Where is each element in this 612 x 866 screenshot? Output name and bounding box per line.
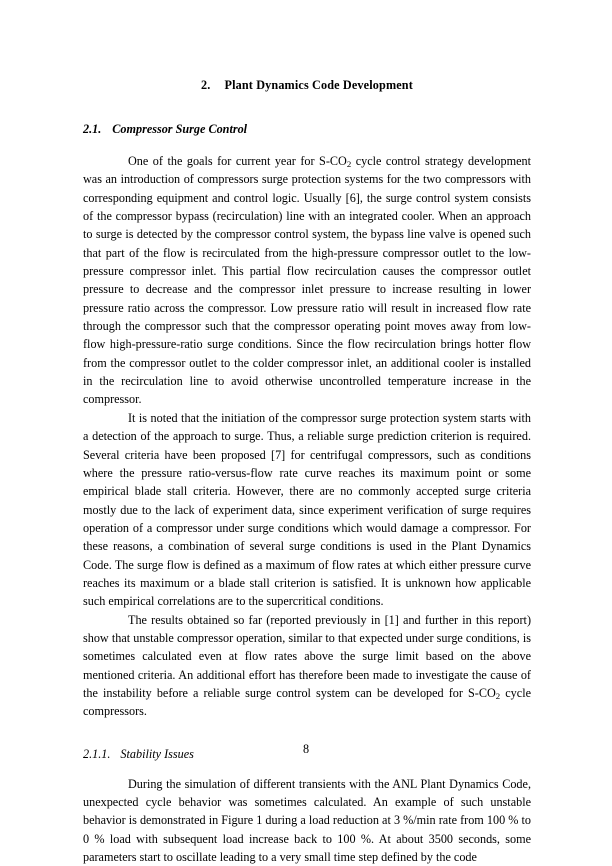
subsection-heading-number: 2.1.1. (83, 746, 111, 761)
paragraph-surge-protection-overview (83, 152, 531, 409)
paragraph-1-text-part-2: cycle control strategy development was an introduction of compressors surge protection systems for the two compressors with corresponding equipment and control logic. Usually [6], the surge control system consists of the compressor bypass (recirculation) line with an integrated cooler. When an approach to surge is detected by the compressor control system, the bypass line valve is opened such that part of the flow is recirculated from the high-pressure compressor outlet to the low-pressure compressor inlet. This partial flow recirculation causes the compressor outlet pressure to decrease and the compressor inlet pressure to increase resulting in lower pressure ratio across the compressor. Low pressure ratio will result in increased flow rate through the compressor such that the compressor operating point moves away from low-flow high-pressure-ratio surge conditions. Since the flow recirculation brings hotter flow from the compressor outlet to the colder compressor inlet, an additional cooler is installed in the recirculation line to avoid otherwise uncontrolled temperature increase in the compressor. (83, 154, 531, 407)
paragraph-stability-simulation: During the simulation of different transients with the ANL Plant Dynamics Code, unexpected cycle behavior was sometimes calculated. An example of such unstable behavior is demonstrated in Figure 1 during a load reduction at 3 %/min rate from 100 % to 0 % load with subsequent load increase back to 100 %. At about 3500 seconds, some parameters start to oscillate leading to a very small time step defined by the code (83, 776, 531, 865)
paragraph-3-text-part-1: The results obtained so far (reported previously in [1] and further in this report) show that unstable compressor operation, similar to that expected under surge conditions, is sometimes calculated even at flow rates above the surge limit based on the above mentioned criteria. An additional effort has therefore been made to investigate the cause of the instability before a reliable surge control system can be developed for S-CO (83, 612, 531, 700)
paragraph-3-text-part-2: cycle compressors. (83, 685, 531, 719)
paragraph-surge-prediction-criteria: It is noted that the initiation of the compressor surge protection system starts with a detection of the approach to surge. Thus, a reliable surge prediction criterion is required. Several criteria have been proposed [7] for centrifugal compressors, such as conditions where the pressure ratio-versus-flow rate curve reaches its maximum point or some empirical blade stall criteria. However, there are no commonly accepted surge criteria mostly due to the lack of experiment data, since experiment verification of surge requires operation of a compressor under surge conditions which would damage a compressor. For these reasons, a combination of several surge conditions is used in the Plant Dynamics Code. The surge flow is defined as a maximum of flow rates at which either pressure curve reaches its maximum or a blade stall criterion is satisfied. It is unknown how applicable such empirical correlations are to the supercritical conditions. (83, 410, 531, 609)
paragraph-results-obtained (83, 611, 531, 721)
paragraph-1-text-part-1: One of the goals for current year for S-CO (128, 154, 347, 168)
section-heading-number: 2.1. (83, 122, 102, 136)
page-title (83, 78, 531, 92)
subscript-co2-first: 2 (346, 159, 352, 170)
page-title-number: 2. (201, 78, 211, 92)
page-number-footer: 8 (302, 742, 310, 756)
subsection-heading-text: Stability Issues (120, 746, 194, 761)
subscript-co2-second: 2 (495, 690, 501, 701)
section-heading-text: Compressor Surge Control (112, 122, 248, 136)
page-title-text: Plant Dynamics Code Development (224, 78, 413, 92)
section-heading-compressor-surge-control (83, 122, 531, 136)
